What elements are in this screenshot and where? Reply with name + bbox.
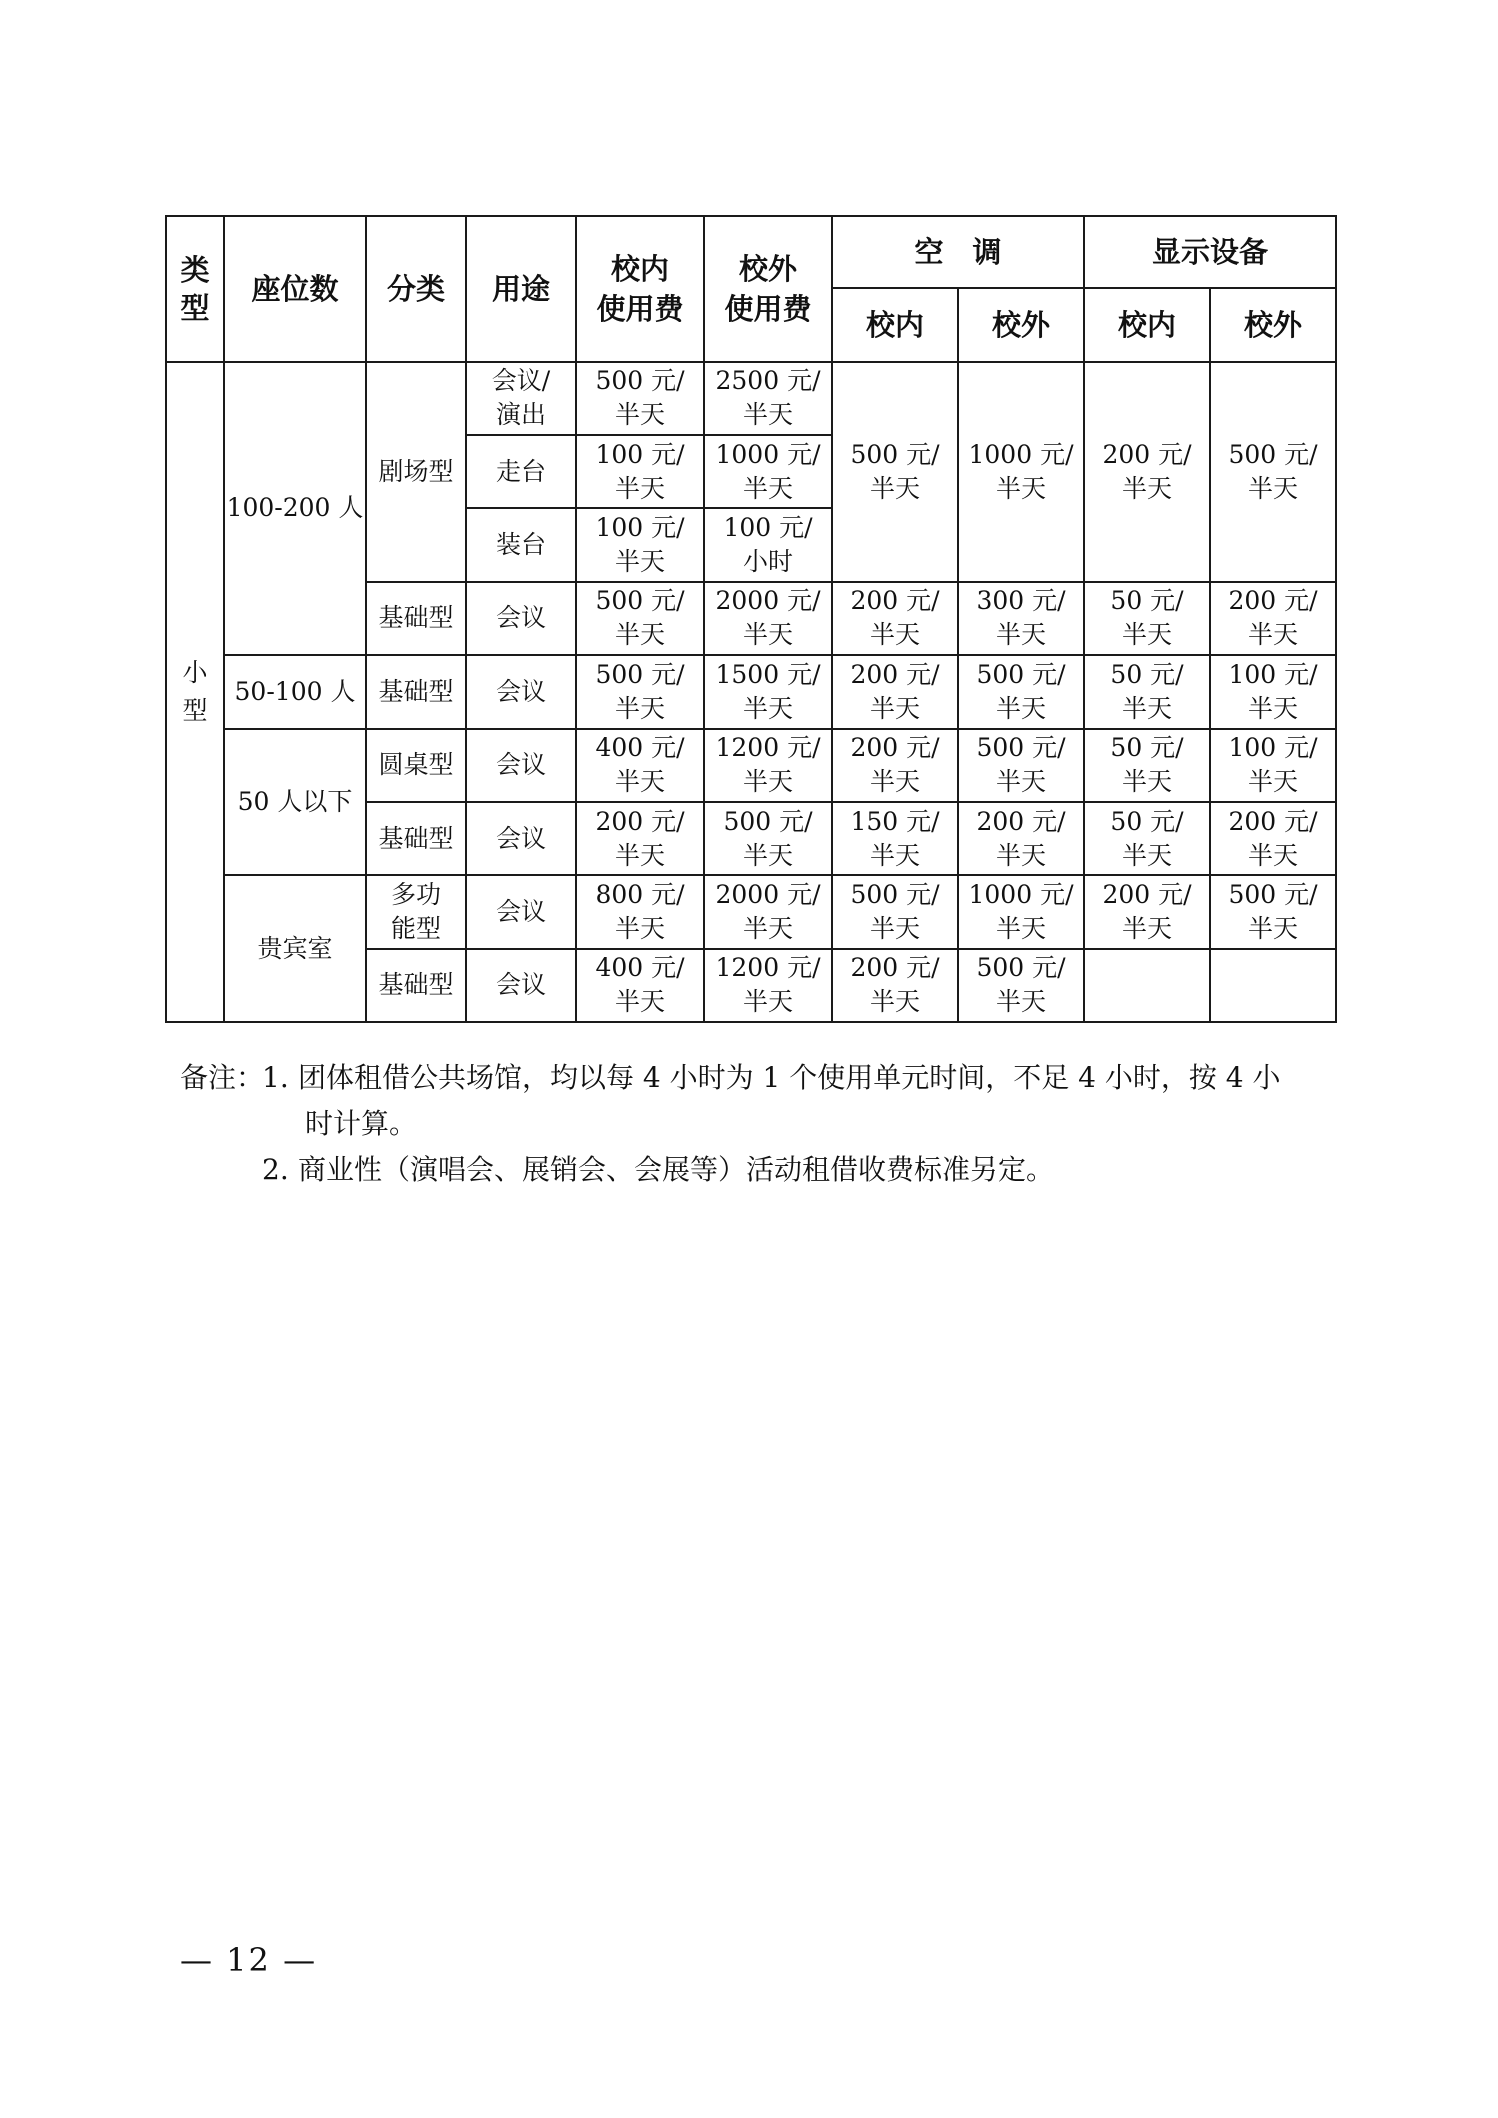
note-1-continuation: 时计算。 (305, 1107, 418, 1140)
category-cell: 基础型 (366, 655, 466, 728)
ac-out-cell: 500 元/ 半天 (958, 949, 1084, 1022)
ac-in-cell: 150 元/ 半天 (832, 802, 958, 875)
display-in-cell (1084, 949, 1210, 1022)
usage-cell: 会议/ 演出 (466, 362, 576, 435)
out-fee-cell: 100 元/ 小时 (704, 508, 832, 581)
table-row (166, 729, 1336, 802)
header-display-out: 校外 (1210, 288, 1336, 361)
ac-in-cell: 500 元/ 半天 (832, 875, 958, 948)
header-ac-out: 校外 (958, 288, 1084, 361)
note-1-text: 团体租借公共场馆，均以每 4 小时为 1 个使用单元时间，不足 4 小时，按 4 小 (298, 1061, 1281, 1094)
header-display-in: 校内 (1084, 288, 1210, 361)
out-fee-cell: 1000 元/ 半天 (704, 435, 832, 508)
category-cell: 圆桌型 (366, 729, 466, 802)
in-fee-cell: 100 元/ 半天 (576, 435, 704, 508)
table-row (166, 875, 1336, 948)
display-in-cell: 50 元/ 半天 (1084, 582, 1210, 655)
out-fee-cell: 2000 元/ 半天 (704, 582, 832, 655)
display-in-cell: 50 元/ 半天 (1084, 729, 1210, 802)
in-fee-cell: 200 元/ 半天 (576, 802, 704, 875)
ac-out-cell: 500 元/ 半天 (958, 655, 1084, 728)
header-usage: 用途 (466, 216, 576, 362)
ac-out-cell: 300 元/ 半天 (958, 582, 1084, 655)
header-seats: 座位数 (224, 216, 366, 362)
note-1 (180, 1055, 1340, 1101)
header-ac-in: 校内 (832, 288, 958, 361)
type-cell: 小 型 (166, 362, 224, 1022)
display-out-cell: 500 元/ 半天 (1210, 875, 1336, 948)
in-fee-cell: 500 元/ 半天 (576, 582, 704, 655)
usage-cell: 会议 (466, 729, 576, 802)
display-in-cell: 50 元/ 半天 (1084, 655, 1210, 728)
in-fee-cell: 400 元/ 半天 (576, 949, 704, 1022)
in-fee-cell: 400 元/ 半天 (576, 729, 704, 802)
seats-cell: 50 人以下 (224, 729, 366, 876)
in-fee-cell: 100 元/ 半天 (576, 508, 704, 581)
table-row (166, 655, 1336, 728)
header-out-fee: 校外 使用费 (704, 216, 832, 362)
header-category: 分类 (366, 216, 466, 362)
usage-cell: 会议 (466, 875, 576, 948)
usage-cell: 走台 (466, 435, 576, 508)
usage-cell: 会议 (466, 802, 576, 875)
category-cell: 剧场型 (366, 362, 466, 582)
ac-in-cell: 200 元/ 半天 (832, 582, 958, 655)
usage-cell: 会议 (466, 582, 576, 655)
notes-prefix: 备注： (180, 1061, 265, 1094)
notes (180, 1055, 1340, 1193)
note-1-number: 1. (262, 1061, 289, 1094)
note-2-number: 2. (262, 1153, 289, 1186)
ac-in-cell: 200 元/ 半天 (832, 655, 958, 728)
seats-cell: 100-200 人 (224, 362, 366, 655)
ac-in-cell: 200 元/ 半天 (832, 949, 958, 1022)
ac-in-cell: 500 元/ 半天 (832, 362, 958, 582)
category-cell: 基础型 (366, 582, 466, 655)
ac-in-cell: 200 元/ 半天 (832, 729, 958, 802)
out-fee-cell: 2000 元/ 半天 (704, 875, 832, 948)
display-in-cell: 50 元/ 半天 (1084, 802, 1210, 875)
usage-cell: 会议 (466, 949, 576, 1022)
table-row (166, 362, 1336, 435)
display-out-cell: 200 元/ 半天 (1210, 582, 1336, 655)
category-cell: 多功 能型 (366, 875, 466, 948)
in-fee-cell: 500 元/ 半天 (576, 362, 704, 435)
usage-cell: 装台 (466, 508, 576, 581)
seats-cell: 50-100 人 (224, 655, 366, 728)
seats-cell: 贵宾室 (224, 875, 366, 1022)
display-in-cell: 200 元/ 半天 (1084, 362, 1210, 582)
header-display: 显示设备 (1084, 216, 1336, 288)
display-out-cell: 100 元/ 半天 (1210, 655, 1336, 728)
in-fee-cell: 800 元/ 半天 (576, 875, 704, 948)
display-out-cell: 200 元/ 半天 (1210, 802, 1336, 875)
header-in-fee: 校内 使用费 (576, 216, 704, 362)
display-in-cell: 200 元/ 半天 (1084, 875, 1210, 948)
out-fee-cell: 1500 元/ 半天 (704, 655, 832, 728)
display-out-cell: 500 元/ 半天 (1210, 362, 1336, 582)
header-type: 类 型 (166, 216, 224, 362)
header-ac: 空 调 (832, 216, 1084, 288)
note-2-text: 商业性（演唱会、展销会、会展等）活动租借收费标准另定。 (298, 1153, 1055, 1186)
ac-out-cell: 200 元/ 半天 (958, 802, 1084, 875)
ac-out-cell: 1000 元/ 半天 (958, 875, 1084, 948)
out-fee-cell: 1200 元/ 半天 (704, 729, 832, 802)
page-number: — 12 — (180, 1941, 318, 1979)
out-fee-cell: 1200 元/ 半天 (704, 949, 832, 1022)
in-fee-cell: 500 元/ 半天 (576, 655, 704, 728)
ac-out-cell: 1000 元/ 半天 (958, 362, 1084, 582)
display-out-cell (1210, 949, 1336, 1022)
out-fee-cell: 500 元/ 半天 (704, 802, 832, 875)
display-out-cell: 100 元/ 半天 (1210, 729, 1336, 802)
note-2 (180, 1147, 1340, 1193)
category-cell: 基础型 (366, 802, 466, 875)
fee-table (165, 215, 1337, 1023)
usage-cell: 会议 (466, 655, 576, 728)
ac-out-cell: 500 元/ 半天 (958, 729, 1084, 802)
category-cell: 基础型 (366, 949, 466, 1022)
out-fee-cell: 2500 元/ 半天 (704, 362, 832, 435)
